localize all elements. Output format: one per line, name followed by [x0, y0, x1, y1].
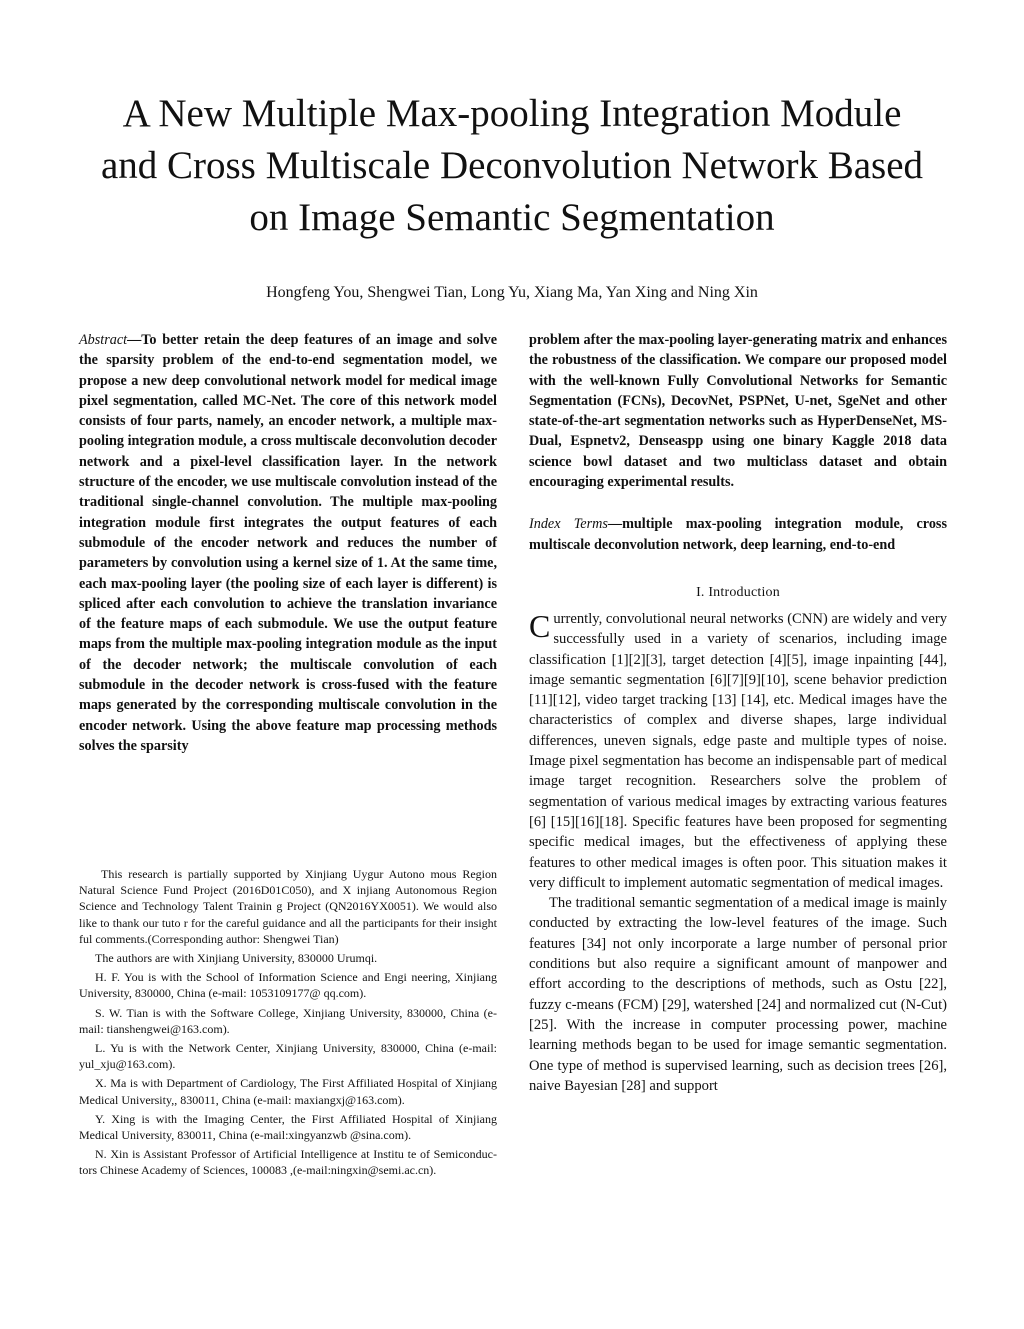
- footnote-author-ma: X. Ma is with Department of Cardiology, The First Affiliated Hospital of Xinjiang Medical University,, 830011, China (e-mail: maxiangxj@163.com).: [79, 1076, 497, 1107]
- intro-paragraph-1-text: urrently, convolutional neural networks (CNN) are widely and very successfully used in a variety of scenarios, including image classification [1][2][3], target detection [4][5], image inpainting [44], image semantic segmentation [6][7][9][10], scene behavior prediction [11][12], video target tracking [13] [14], etc. Medical images have the characteristics of complex and diverse shapes, large individual differences, uneven signals, edge paste and multiple types of noise. Image pixel segmentation has become an indispensable part of medical image target recognition. Researchers solve the problem of segmentation of various medical images by extracting various features [6] [15][16][18]. Specific features have been proposed for segmenting specific medical images, but the effectiveness of applying these features to other medical images is often poor. This situation makes it very difficult to implement automatic segmentation of medical images.: [529, 610, 947, 891]
- footnote-author-yu: L. Yu is with the Network Center, Xinjiang University, 830000, China (e-mail: yul_xju@163.com).: [79, 1041, 497, 1072]
- index-terms-text: —multiple max-pooling integration module, cross multiscale deconvolution network, deep learning, end-to-end: [529, 516, 947, 553]
- title-line-1: A New Multiple Max-pooling Integration Module: [122, 92, 902, 135]
- index-terms-label: Index Terms: [529, 516, 608, 533]
- index-terms: [529, 514, 947, 555]
- left-column: [79, 330, 497, 756]
- title-line-3: on Image Semantic Segmentation: [249, 196, 775, 239]
- drop-cap: C: [529, 607, 551, 644]
- footnote-author-tian: S. W. Tian is with the Software College, Xinjiang University, 830000, China (e-mail: tianshengwei@163.com).: [79, 1005, 497, 1036]
- footnotes: [79, 866, 497, 1182]
- abstract-continuation: problem after the max-pooling layer-generating matrix and enhances the robustness of the classification. We compare our proposed model with the well-known Fully Convolutional Networks for Semantic Segmentation (FCNs), DecovNet, PSPNet, U-net, SgeNet and other state-of-the-art segmentation networks such as HyperDenseNet, MS-Dual, Espnetv2, Denseaspp using one binary Kaggle 2018 data science bowl dataset and two multiclass dataset and obtain encouraging experimental results.: [529, 332, 947, 491]
- author-list: Hongfeng You, Shengwei Tian, Long Yu, Xiang Ma, Yan Xing and Ning Xin: [266, 284, 758, 301]
- footnote-funding: This research is partially supported by Xinjiang Uygur Autono mous Region Natural Science Fund Project (2016D01C050), and X injiang Autonomous Region Science and Technology Talent Trainin g Project (QN2016YX0051). We would also like to thank our tuto r for the careful guidance and all the participants for their insight ful comments.(Corresponding author: Shengwei Tian): [79, 867, 497, 946]
- paper-title: [60, 88, 964, 244]
- section-heading-introduction: I. Introduction: [696, 584, 780, 600]
- footnote-author-xin: N. Xin is Assistant Professor of Artificial Intelligence at Institu te of Semiconduc- tors Chinese Academy of Sciences, 100083 ,(e-mail:ningxin@semi.ac.cn).: [79, 1147, 497, 1178]
- abstract-text: —To better retain the deep features of an image and solve the sparsity problem of the end-to-end segmentation model, we propose a new deep convolutional network model for medical image pixel segmentation, called MC-Net. The core of this network model consists of four parts, namely, an encoder network, a multiple max-pooling integration module, a cross multiscale deconvolution decoder network and a pixel-level classification layer. In the network structure of the encoder, we use multiscale convolution instead of the traditional single-channel convolution. The multiple max-pooling integration module first integrates the output features of each submodule of the encoder network and reduces the number of parameters by convolution using a kernel size of 1. At the same time, each max-pooling layer (the pooling size of each layer is different) is spliced after each convolution to achieve the translation invariance of the feature maps of each submodule. We use the output feature maps from the multiple max-pooling integration module as the input of the decoder network; the multiscale convolution of each submodule in the decoder network is cross-fused with the feature maps generated by the corresponding multiscale convolution in the encoder network. Using the above feature map processing methods solves the sparsity: [79, 332, 497, 754]
- title-line-2: and Cross Multiscale Deconvolution Network Based: [100, 144, 924, 187]
- abstract-label: Abstract: [79, 332, 128, 348]
- footnote-author-you: H. F. You is with the School of Information Science and Engi neering, Xinjiang University, 830000, China (e-mail: 1053109177@ qq.com).: [79, 970, 497, 1001]
- footnote-affiliation: The authors are with Xinjiang University, 830000 Urumqi.: [95, 951, 378, 966]
- intro-paragraph-1: [529, 609, 947, 893]
- right-column: [529, 330, 947, 1096]
- footnote-author-xing: Y. Xing is with the Imaging Center, the First Affiliated Hospital of Xinjiang Medical University, 830011, China (e-mail:xingyanzwb @sina.com).: [79, 1111, 497, 1143]
- intro-paragraph-2: The traditional semantic segmentation of a medical image is mainly conducted by extracting the low-level features of the image. Such features [34] not only incorporate a large number of personal prior conditions but also require a significant amount of manpower and effort according to the descriptions of methods, such as Ostu [22], fuzzy c-means (FCM) [29], watershed [24] and normalized cut (N-Cut) [25]. With the increase in computer processing power, machine learning methods began to be used for image semantic segmentation. One type of method is supervised learning, such as decision trees [26], naive Bayesian [28] and support: [529, 895, 947, 1094]
- abstract: [79, 330, 497, 756]
